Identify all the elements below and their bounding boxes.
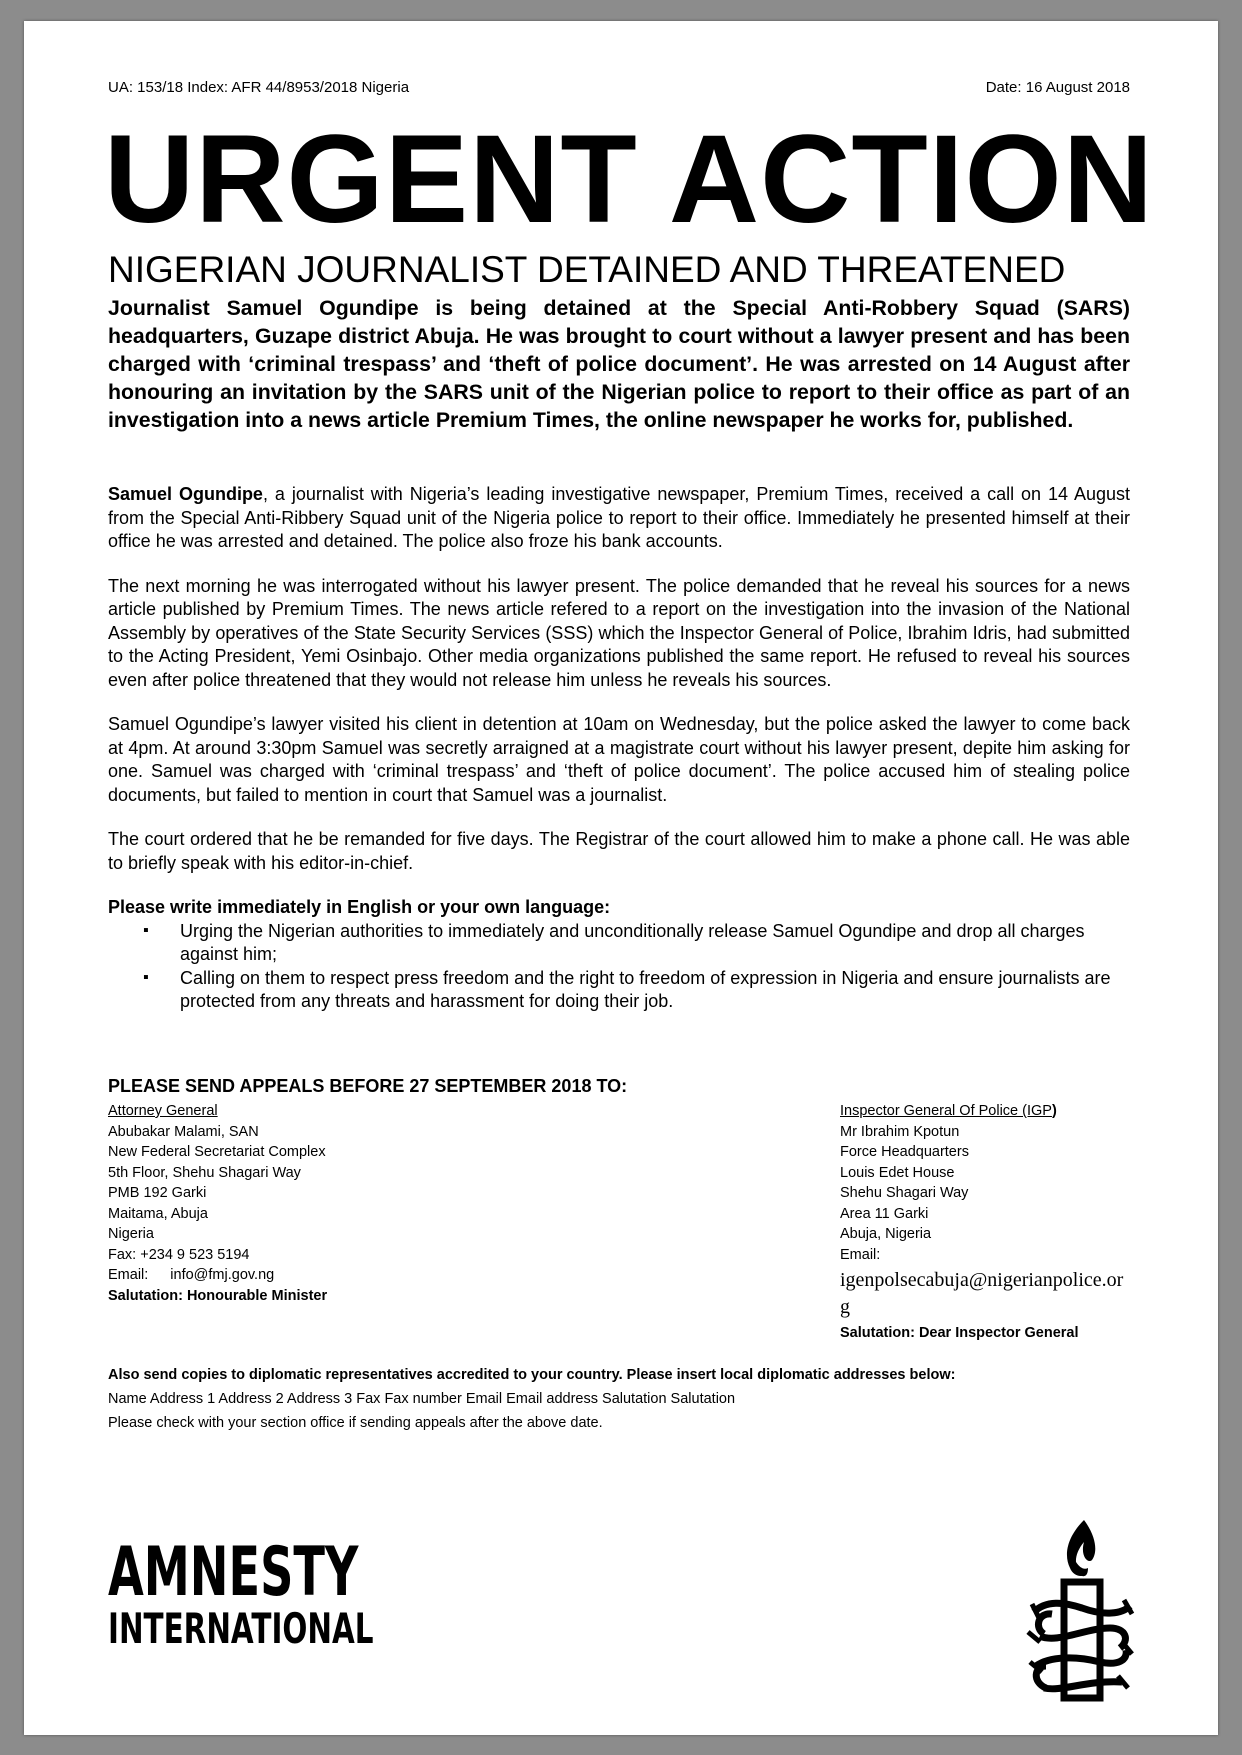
copies-line: Please check with your section office if sending appeals after the above date. (108, 1415, 603, 1431)
address-title: Inspector General Of Police (IGP) (840, 1103, 1057, 1119)
list-item: ▪ Urging the Nigerian authorities to immediately and unconditionally release Samuel Ogundipe and drop all charges against him; (143, 920, 1085, 964)
address-line: Mr Ibrahim Kpotun (840, 1123, 960, 1140)
copies-line: Name Address 1 Address 2 Address 3 Fax Fax number Email Email address Salutation Salutation (108, 1391, 736, 1407)
address-line: Nigeria (108, 1226, 154, 1242)
paragraph-2: The next morning he was interrogated without his lawyer present. The police demanded that he reveal his sources for a news article published by Premium Times. The news article refered to a report on the investigation into the invasion of the National Assembly by operatives of the State Security Services (SSS) which the Inspector General of Police, Ibrahim Idris, had submitted to the Acting President, Yemi Osinbajo. Other media organizations published the same report. He refused to reveal his sources even after police threatened that they would not release him unless he reveals his sources. (108, 575, 1130, 690)
bullet-icon: ▪ (143, 921, 149, 939)
amnesty-logo-text (108, 1533, 487, 1653)
logo-line-1: AMNESTY (108, 1533, 359, 1612)
address-line: Abubakar Malami, SAN (108, 1123, 259, 1140)
page-title: URGENT ACTION (104, 110, 1154, 249)
bullet-icon: ▪ (143, 968, 149, 986)
candle-logo-icon (1026, 1516, 1138, 1706)
date-line: Date: 16 August 2018 (985, 79, 1130, 96)
paragraph-3: Samuel Ogundipe’s lawyer visited his client in detention at 10am on Wednesday, but the police asked the lawyer to come back at 4pm. At around 3:30pm Samuel was secretly arraigned at a magistrate court without his lawyer present, depite him asking for one. Samuel was charged with ‘criminal trespass’ and ‘theft of police document’. The police accused him of stealing police documents, but failed to mention in court that Samuel was a journalist. (108, 714, 1130, 805)
document-page (24, 21, 1218, 1735)
address-line: PMB 192 Garki (108, 1185, 207, 1201)
copies-section (108, 1363, 955, 1435)
paragraph-1-name: Samuel Ogundipe (108, 484, 263, 504)
email-label: Email: (840, 1246, 881, 1263)
copies-heading: Also send copies to diplomatic representatives accredited to your country. Please insert local diplomatic addresses below: (108, 1367, 956, 1383)
lead-summary: Journalist Samuel Ogundipe is being detained at the Special Anti-Robbery Squad (SARS) headquarters, Guzape district Abuja. He was brought to court without a lawyer present and has been charged with ‘criminal trespass’ and ‘theft of police document’. He was arrested on 14 August after honouring an invitation by the SARS unit of the Nigerian police to report to their office as part of an investigation into a news article Premium Times, the online newspaper he works for, published. (108, 296, 1130, 432)
body-text (108, 483, 1130, 1014)
email-address[interactable]: info@fmj.gov.ng (170, 1267, 275, 1283)
address-line: 5th Floor, Shehu Shagari Way (108, 1164, 301, 1181)
headline: NIGERIAN JOURNALIST DETAINED AND THREATENED (108, 249, 1066, 290)
address-line: Force Headquarters (840, 1144, 969, 1160)
action-list (108, 920, 1130, 1014)
salutation: Salutation: Honourable Minister (108, 1287, 328, 1304)
address-line: New Federal Secretariat Complex (108, 1144, 326, 1160)
paragraph-1 (108, 483, 1130, 554)
salutation: Salutation: Dear Inspector General (840, 1325, 1079, 1341)
igp-address (840, 1101, 1130, 1344)
attorney-general-address (108, 1101, 327, 1306)
address-title: Attorney General (108, 1103, 218, 1119)
email-row: Email: info@fmj.gov.ng (108, 1267, 275, 1283)
address-line: Louis Edet House (840, 1164, 955, 1181)
paragraph-1-text: , a journalist with Nigeria’s leading investigative newspaper, Premium Times, received a call on 14 August from the Special Anti-Ribbery Squad unit of the Nigeria police to report to their office. Immediately he presented himself at their office he was arrested and detained. The police also froze his bank accounts. (108, 484, 1130, 551)
write-heading: Please write immediately in English or your own language: (108, 897, 611, 917)
address-line: Area 11 Garki (840, 1205, 929, 1222)
list-item: ▪ Calling on them to respect press freedom and the right to freedom of expression in Nigeria and ensure journalists are protected from any threats and harassment for doing their job. (143, 967, 1111, 1011)
fax-line: Fax: +234 9 523 5194 (108, 1246, 250, 1263)
address-line: Abuja, Nigeria (840, 1226, 932, 1242)
reference-line: UA: 153/18 Index: AFR 44/8953/2018 Nigeria (108, 79, 410, 96)
address-line: Shehu Shagari Way (840, 1185, 969, 1201)
logo-line-2: INTERNATIONAL (108, 1604, 374, 1653)
email-address[interactable]: igenpolsecabuja@nigerianpolice.org (840, 1269, 1124, 1318)
appeals-heading: PLEASE SEND APPEALS BEFORE 27 SEPTEMBER 2018 TO: (108, 1076, 628, 1096)
paragraph-4: The court ordered that he be remanded for five days. The Registrar of the court allowed him to make a phone call. He was able to briefly speak with his editor-in-chief. (108, 829, 1130, 873)
address-line: Maitama, Abuja (108, 1205, 208, 1222)
